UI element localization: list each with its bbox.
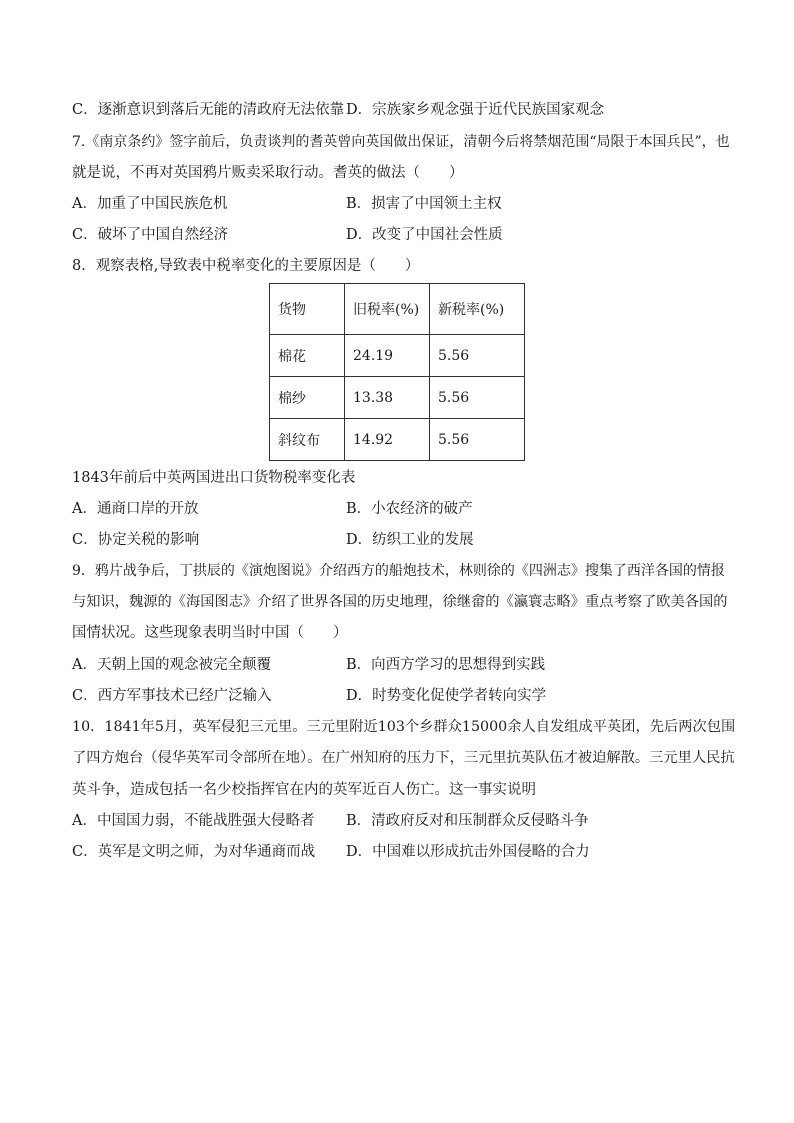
q9-option-d: D．时势变化促使学者转向实学 [346, 688, 547, 704]
q6-option-d: D．宗族家乡观念强于近代民族国家观念 [346, 102, 605, 118]
q10-stem-line1: 10．1841年5月，英军侵犯三元里。三元里附近103个乡群众15000余人自发组成平英团，先后两次包围 [72, 719, 736, 735]
q9-stem-line3: 国情状况。这些现象表明当时中国（ ） [72, 625, 348, 641]
q9-stem-line2: 与知识，魏源的《海国图志》介绍了世界各国的历史地理，徐继畲的《瀛寰志略》重点考察了欧美各国的 [72, 594, 728, 610]
q7-option-c: C．破坏了中国自然经济 [72, 227, 229, 243]
table-header-cell: 新税率(%) [430, 284, 525, 335]
table-row [270, 335, 525, 377]
q7-stem-line2: 就是说，不再对英国鸦片贩卖采取行动。耆英的做法（ ） [72, 165, 464, 181]
table-row [270, 377, 525, 419]
q6-option-c: C．逐渐意识到落后无能的清政府无法依靠 [72, 102, 345, 118]
table-cell: 5.56 [430, 419, 525, 461]
q7-option-b: B．损害了中国领土主权 [346, 196, 502, 212]
q8-stem: 8．观察表格,导致表中税率变化的主要原因是（ ） [72, 258, 420, 274]
q10-option-b: B．清政府反对和压制群众反侵略斗争 [346, 813, 589, 829]
q8-option-d: D．纺织工业的发展 [346, 532, 474, 548]
table-header-cell: 旧税率(%) [345, 284, 430, 335]
q7-option-a: A．加重了中国民族危机 [72, 196, 228, 212]
table-header-row [270, 284, 525, 335]
q10-option-c: C．英军是文明之师，为对华通商而战 [72, 844, 316, 860]
q7-stem-line1: 7.《南京条约》签字前后，负责谈判的耆英曾向英国做出保证，清朝今后将禁烟范围“局限于本国兵民”，也 [72, 134, 730, 150]
table-header-cell: 货物 [270, 284, 345, 335]
table-cell: 14.92 [345, 419, 430, 461]
q10-option-d: D．中国难以形成抗击外国侵略的合力 [346, 844, 590, 860]
q10-stem-line3: 英斗争，造成包括一名少校指挥官在内的英军近百人伤亡。这一事实说明 [72, 782, 536, 798]
q9-option-a: A．天朝上国的观念被完全颠覆 [72, 657, 271, 673]
table-cell: 5.56 [430, 335, 525, 377]
table-row [270, 419, 525, 461]
q7-option-d: D．改变了中国社会性质 [346, 227, 503, 243]
q8-option-b: B．小农经济的破产 [346, 501, 473, 517]
q9-option-b: B．向西方学习的思想得到实践 [346, 657, 546, 673]
q8-option-c: C．协定关税的影响 [72, 532, 200, 548]
q9-stem-line1: 9．鸦片战争后，丁拱辰的《演炮图说》介绍西方的船炮技术，林则徐的《四洲志》搜集了西洋各国的情报 [72, 563, 725, 579]
table-cell: 棉花 [270, 335, 345, 377]
table-cell: 24.19 [345, 335, 430, 377]
table-cell: 斜纹布 [270, 419, 345, 461]
tax-rate-table [269, 283, 525, 461]
q9-option-c: C．西方军事技术已经广泛输入 [72, 688, 272, 704]
table-cell: 5.56 [430, 377, 525, 419]
table-cell: 13.38 [345, 377, 430, 419]
q8-option-a: A．通商口岸的开放 [72, 501, 199, 517]
q10-option-a: A．中国国力弱，不能战胜强大侵略者 [72, 813, 315, 829]
table-cell: 棉纱 [270, 377, 345, 419]
q10-stem-line2: 了四方炮台（侵华英军司令部所在地）。在广州知府的压力下，三元里抗英队伍才被迫解散。三元里人民抗 [72, 750, 735, 766]
table-caption: 1843年前后中英两国进出口货物税率变化表 [72, 470, 356, 486]
